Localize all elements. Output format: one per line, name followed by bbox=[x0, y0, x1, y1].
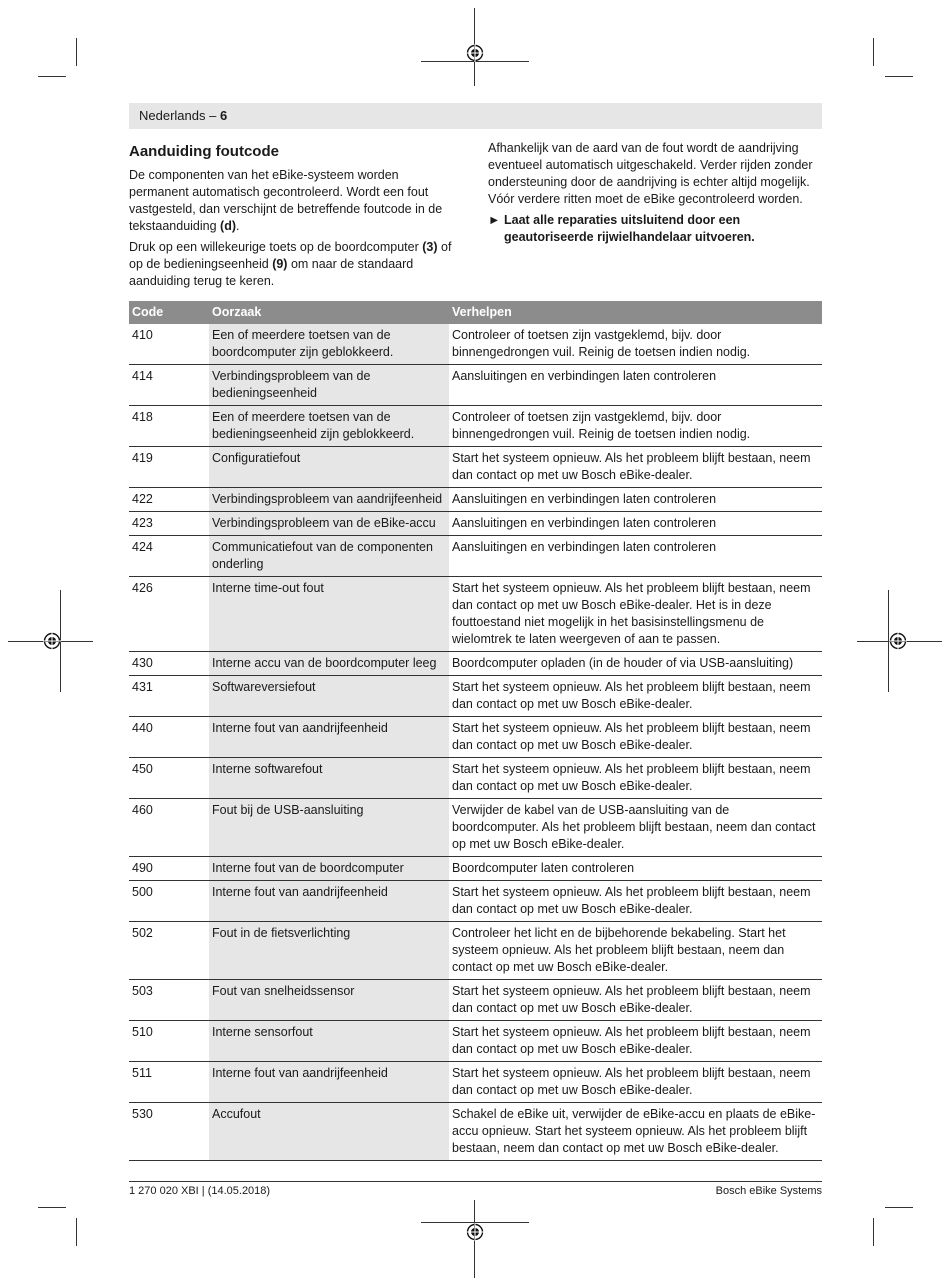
return-paragraph: Druk op een willekeurige toets op de boordcomputer (3) of op de bedieningseenheid (9) om naar de standaard aanduiding terug te keren. bbox=[129, 240, 452, 288]
remedy-cell: Start het systeem opnieuw. Als het probleem blijft bestaan, neem dan contact op met uw Bosch eBike-dealer. bbox=[449, 881, 822, 922]
error-code-cell: 502 bbox=[129, 922, 209, 980]
table-row bbox=[129, 922, 822, 980]
table-row bbox=[129, 758, 822, 799]
cause-cell: Interne fout van aandrijfeenheid bbox=[209, 717, 449, 758]
table-row bbox=[129, 365, 822, 406]
error-code-cell: 440 bbox=[129, 717, 209, 758]
cause-cell: Een of meerdere toetsen van de bedieningseenheid zijn geblokkeerd. bbox=[209, 406, 449, 447]
error-code-cell: 410 bbox=[129, 324, 209, 365]
error-code-cell: 500 bbox=[129, 881, 209, 922]
error-code-cell: 450 bbox=[129, 758, 209, 799]
remedy-cell: Schakel de eBike uit, verwijder de eBike-accu en plaats de eBike-accu opnieuw. Start het systeem opnieuw. Als het probleem blijft bestaan, neem dan contact op met uw Bosch eBike-dealer. bbox=[449, 1103, 822, 1161]
warning-note bbox=[488, 212, 822, 246]
cause-cell: Een of meerdere toetsen van de boordcomputer zijn geblokkeerd. bbox=[209, 324, 449, 365]
table-row bbox=[129, 717, 822, 758]
registration-mark-icon bbox=[43, 632, 61, 650]
left-column bbox=[129, 143, 461, 294]
table-row bbox=[129, 488, 822, 512]
error-code-cell: 431 bbox=[129, 676, 209, 717]
error-code-cell: 424 bbox=[129, 536, 209, 577]
remedy-cell: Aansluitingen en verbindingen laten controleren bbox=[449, 512, 822, 536]
remedy-cell: Start het systeem opnieuw. Als het probleem blijft bestaan, neem dan contact op met uw Bosch eBike-dealer. bbox=[449, 1062, 822, 1103]
error-code-table bbox=[129, 301, 822, 1161]
error-code-cell: 510 bbox=[129, 1021, 209, 1062]
error-code-cell: 414 bbox=[129, 365, 209, 406]
cause-cell: Interne fout van aandrijfeenheid bbox=[209, 1062, 449, 1103]
header-language: Nederlands – bbox=[139, 108, 220, 123]
header-code: Code bbox=[129, 301, 209, 324]
remedy-cell: Boordcomputer opladen (in de houder of via USB-aansluiting) bbox=[449, 652, 822, 676]
cause-cell: Verbindingsprobleem van de bedieningseenheid bbox=[209, 365, 449, 406]
error-code-cell: 460 bbox=[129, 799, 209, 857]
remedy-cell: Start het systeem opnieuw. Als het probleem blijft bestaan, neem dan contact op met uw Bosch eBike-dealer. bbox=[449, 758, 822, 799]
cause-cell: Interne fout van aandrijfeenheid bbox=[209, 881, 449, 922]
cause-cell: Interne sensorfout bbox=[209, 1021, 449, 1062]
table-row bbox=[129, 676, 822, 717]
header-page-number: 6 bbox=[219, 108, 228, 123]
cause-cell: Accufout bbox=[209, 1103, 449, 1161]
remedy-cell: Start het systeem opnieuw. Als het probleem blijft bestaan, neem dan contact op met uw Bosch eBike-dealer. bbox=[449, 447, 822, 488]
registration-mark-icon bbox=[466, 1223, 484, 1241]
table-row bbox=[129, 1103, 822, 1161]
error-code-cell: 511 bbox=[129, 1062, 209, 1103]
error-code-cell: 430 bbox=[129, 652, 209, 676]
remedy-cell: Verwijder de kabel van de USB-aansluiting van de boordcomputer. Als het probleem blijft bestaan, neem dan contact op met uw Bosch eBike-dealer. bbox=[449, 799, 822, 857]
remedy-cell: Controleer of toetsen zijn vastgeklemd, bijv. door binnengedrongen vuil. Reinig de toetsen indien nodig. bbox=[449, 324, 822, 365]
remedy-cell: Start het systeem opnieuw. Als het probleem blijft bestaan, neem dan contact op met uw Bosch eBike-dealer. Het is in deze fouttoestand niet mogelijk in het basisinstellingsmenu de wielomtrek te laten weergeven of aan te passen. bbox=[449, 577, 822, 652]
table-row bbox=[129, 512, 822, 536]
table-row bbox=[129, 881, 822, 922]
cause-cell: Verbindingsprobleem van aandrijfeenheid bbox=[209, 488, 449, 512]
cause-cell: Interne time-out fout bbox=[209, 577, 449, 652]
error-code-cell: 490 bbox=[129, 857, 209, 881]
ref-d: (d) bbox=[220, 219, 237, 233]
table-row bbox=[129, 577, 822, 652]
cause-cell: Fout in de fietsverlichting bbox=[209, 922, 449, 980]
cause-cell: Configuratiefout bbox=[209, 447, 449, 488]
cause-cell: Interne softwarefout bbox=[209, 758, 449, 799]
ref-3: (3) bbox=[422, 240, 438, 254]
cause-cell: Verbindingsprobleem van de eBike-accu bbox=[209, 512, 449, 536]
warning-text: Laat alle reparaties uitsluitend door een geautoriseerde rijwielhandelaar uitvoeren. bbox=[504, 213, 755, 244]
page-footer bbox=[129, 1181, 822, 1197]
remedy-cell: Aansluitingen en verbindingen laten controleren bbox=[449, 365, 822, 406]
section-heading: Aanduiding foutcode bbox=[129, 143, 279, 160]
table-row bbox=[129, 324, 822, 365]
cause-cell: Interne fout van de boordcomputer bbox=[209, 857, 449, 881]
intro-paragraph: De componenten van het eBike-systeem worden permanent automatisch gecontroleerd. Wordt een fout vastgesteld, dan verschijnt de betreffende foutcode in de tekstaanduiding (d). bbox=[129, 168, 443, 233]
arrow-icon: ► bbox=[488, 213, 501, 227]
ref-9: (9) bbox=[272, 257, 288, 271]
page-header bbox=[129, 103, 822, 129]
error-code-cell: 419 bbox=[129, 447, 209, 488]
table-row bbox=[129, 1062, 822, 1103]
table-header-row bbox=[129, 301, 822, 324]
table-row bbox=[129, 652, 822, 676]
error-code-cell: 422 bbox=[129, 488, 209, 512]
header-cause: Oorzaak bbox=[209, 301, 449, 324]
table-row bbox=[129, 857, 822, 881]
cause-cell: Interne accu van de boordcomputer leeg bbox=[209, 652, 449, 676]
remedy-cell: Start het systeem opnieuw. Als het probleem blijft bestaan, neem dan contact op met uw Bosch eBike-dealer. bbox=[449, 1021, 822, 1062]
error-code-cell: 423 bbox=[129, 512, 209, 536]
registration-mark-icon bbox=[889, 632, 907, 650]
cause-cell: Communicatiefout van de componenten onderling bbox=[209, 536, 449, 577]
error-code-cell: 426 bbox=[129, 577, 209, 652]
registration-mark-icon bbox=[466, 44, 484, 62]
table-row bbox=[129, 980, 822, 1021]
remedy-cell: Controleer of toetsen zijn vastgeklemd, bijv. door binnengedrongen vuil. Reinig de toetsen indien nodig. bbox=[449, 406, 822, 447]
table-row bbox=[129, 406, 822, 447]
remedy-cell: Start het systeem opnieuw. Als het probleem blijft bestaan, neem dan contact op met uw Bosch eBike-dealer. bbox=[449, 717, 822, 758]
table-row bbox=[129, 536, 822, 577]
remedy-cell: Start het systeem opnieuw. Als het probleem blijft bestaan, neem dan contact op met uw Bosch eBike-dealer. bbox=[449, 980, 822, 1021]
footer-brand: Bosch eBike Systems bbox=[715, 1185, 822, 1197]
header-remedy: Verhelpen bbox=[449, 301, 822, 324]
error-code-cell: 418 bbox=[129, 406, 209, 447]
footer-doc-number: 1 270 020 XBI | (14.05.2018) bbox=[129, 1185, 271, 1197]
remedy-cell: Controleer het licht en de bijbehorende bekabeling. Start het systeem opnieuw. Als het probleem blijft bestaan, neem dan contact op met uw Bosch eBike-dealer. bbox=[449, 922, 822, 980]
table-row bbox=[129, 1021, 822, 1062]
error-code-cell: 530 bbox=[129, 1103, 209, 1161]
remedy-cell: Start het systeem opnieuw. Als het probleem blijft bestaan, neem dan contact op met uw Bosch eBike-dealer. bbox=[449, 676, 822, 717]
right-column bbox=[488, 140, 822, 246]
table-row bbox=[129, 799, 822, 857]
table-row bbox=[129, 447, 822, 488]
remedy-cell: Aansluitingen en verbindingen laten controleren bbox=[449, 488, 822, 512]
cause-cell: Softwareversiefout bbox=[209, 676, 449, 717]
cause-cell: Fout bij de USB-aansluiting bbox=[209, 799, 449, 857]
remedy-cell: Aansluitingen en verbindingen laten controleren bbox=[449, 536, 822, 577]
error-code-cell: 503 bbox=[129, 980, 209, 1021]
drive-paragraph: Afhankelijk van de aard van de fout wordt de aandrijving eventueel automatisch uitgeschakeld. Verder rijden zonder ondersteuning door de aandrijving is echter altijd mogelijk. Vóór verdere ritten moet de eBike gecontroleerd worden. bbox=[488, 141, 813, 206]
remedy-cell: Boordcomputer laten controleren bbox=[449, 857, 822, 881]
cause-cell: Fout van snelheidssensor bbox=[209, 980, 449, 1021]
